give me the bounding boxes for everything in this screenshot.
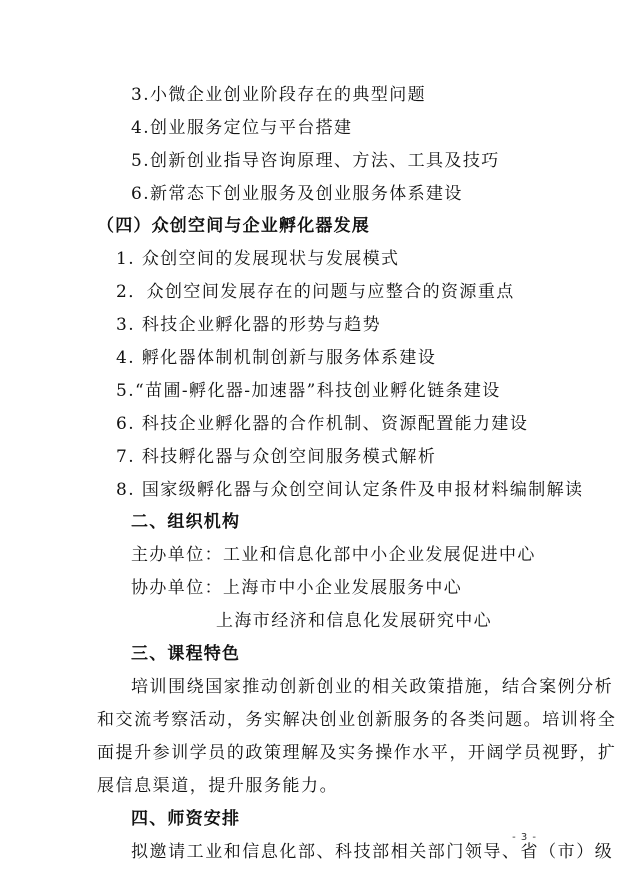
list-item: 4.创业服务定位与平台搭建 [131,118,353,138]
list-item: 3. 科技企业孵化器的形势与趋势 [116,315,382,335]
list-item: 6.新常态下创业服务及创业服务体系建设 [131,184,463,204]
list-item: 5.“苗圃-孵化器-加速器”科技创业孵化链条建设 [116,381,501,401]
list-item: 6. 科技企业孵化器的合作机制、资源配置能力建设 [116,414,529,434]
section-heading: 四、师资安排 [131,809,241,829]
page-number: - 3 - [512,832,537,843]
list-item: 5.创新创业指导咨询原理、方法、工具及技巧 [131,151,500,171]
subsection-heading: （四）众创空间与企业孵化器发展 [97,216,370,236]
list-item: 8. 国家级孵化器与众创空间认定条件及申报材料编制解读 [116,480,584,500]
organizer-line: 主办单位：工业和信息化部中小企业发展促进中心 [131,545,536,565]
list-item: 7. 科技孵化器与众创空间服务模式解析 [116,447,437,467]
section-heading: 二、组织机构 [131,512,241,532]
section-heading: 三、课程特色 [131,644,241,664]
list-item: 2．众创空间发展存在的问题与应整合的资源重点 [116,282,515,302]
paragraph-line: 面提升参训学员的政策理解及实务操作水平，开阔学员视野，扩 [97,743,617,763]
paragraph-line: 展信息渠道，提升服务能力。 [97,776,339,796]
list-item: 3.小微企业创业阶段存在的典型问题 [131,85,427,105]
paragraph-line: 拟邀请工业和信息化部、科技部相关部门领导、省（市）级 [131,842,614,862]
co-organizer-line: 协办单位：上海市中小企业发展服务中心 [131,578,463,598]
co-organizer-line: 上海市经济和信息化发展研究中心 [216,611,492,631]
paragraph-line: 和交流考察活动，务实解决创业创新服务的各类问题。培训将全 [97,710,617,730]
list-item: 4. 孵化器体制机制创新与服务体系建设 [116,348,437,368]
list-item: 1. 众创空间的发展现状与发展模式 [116,249,400,269]
paragraph-line: 培训围绕国家推动创新创业的相关政策措施，结合案例分析 [131,677,614,697]
